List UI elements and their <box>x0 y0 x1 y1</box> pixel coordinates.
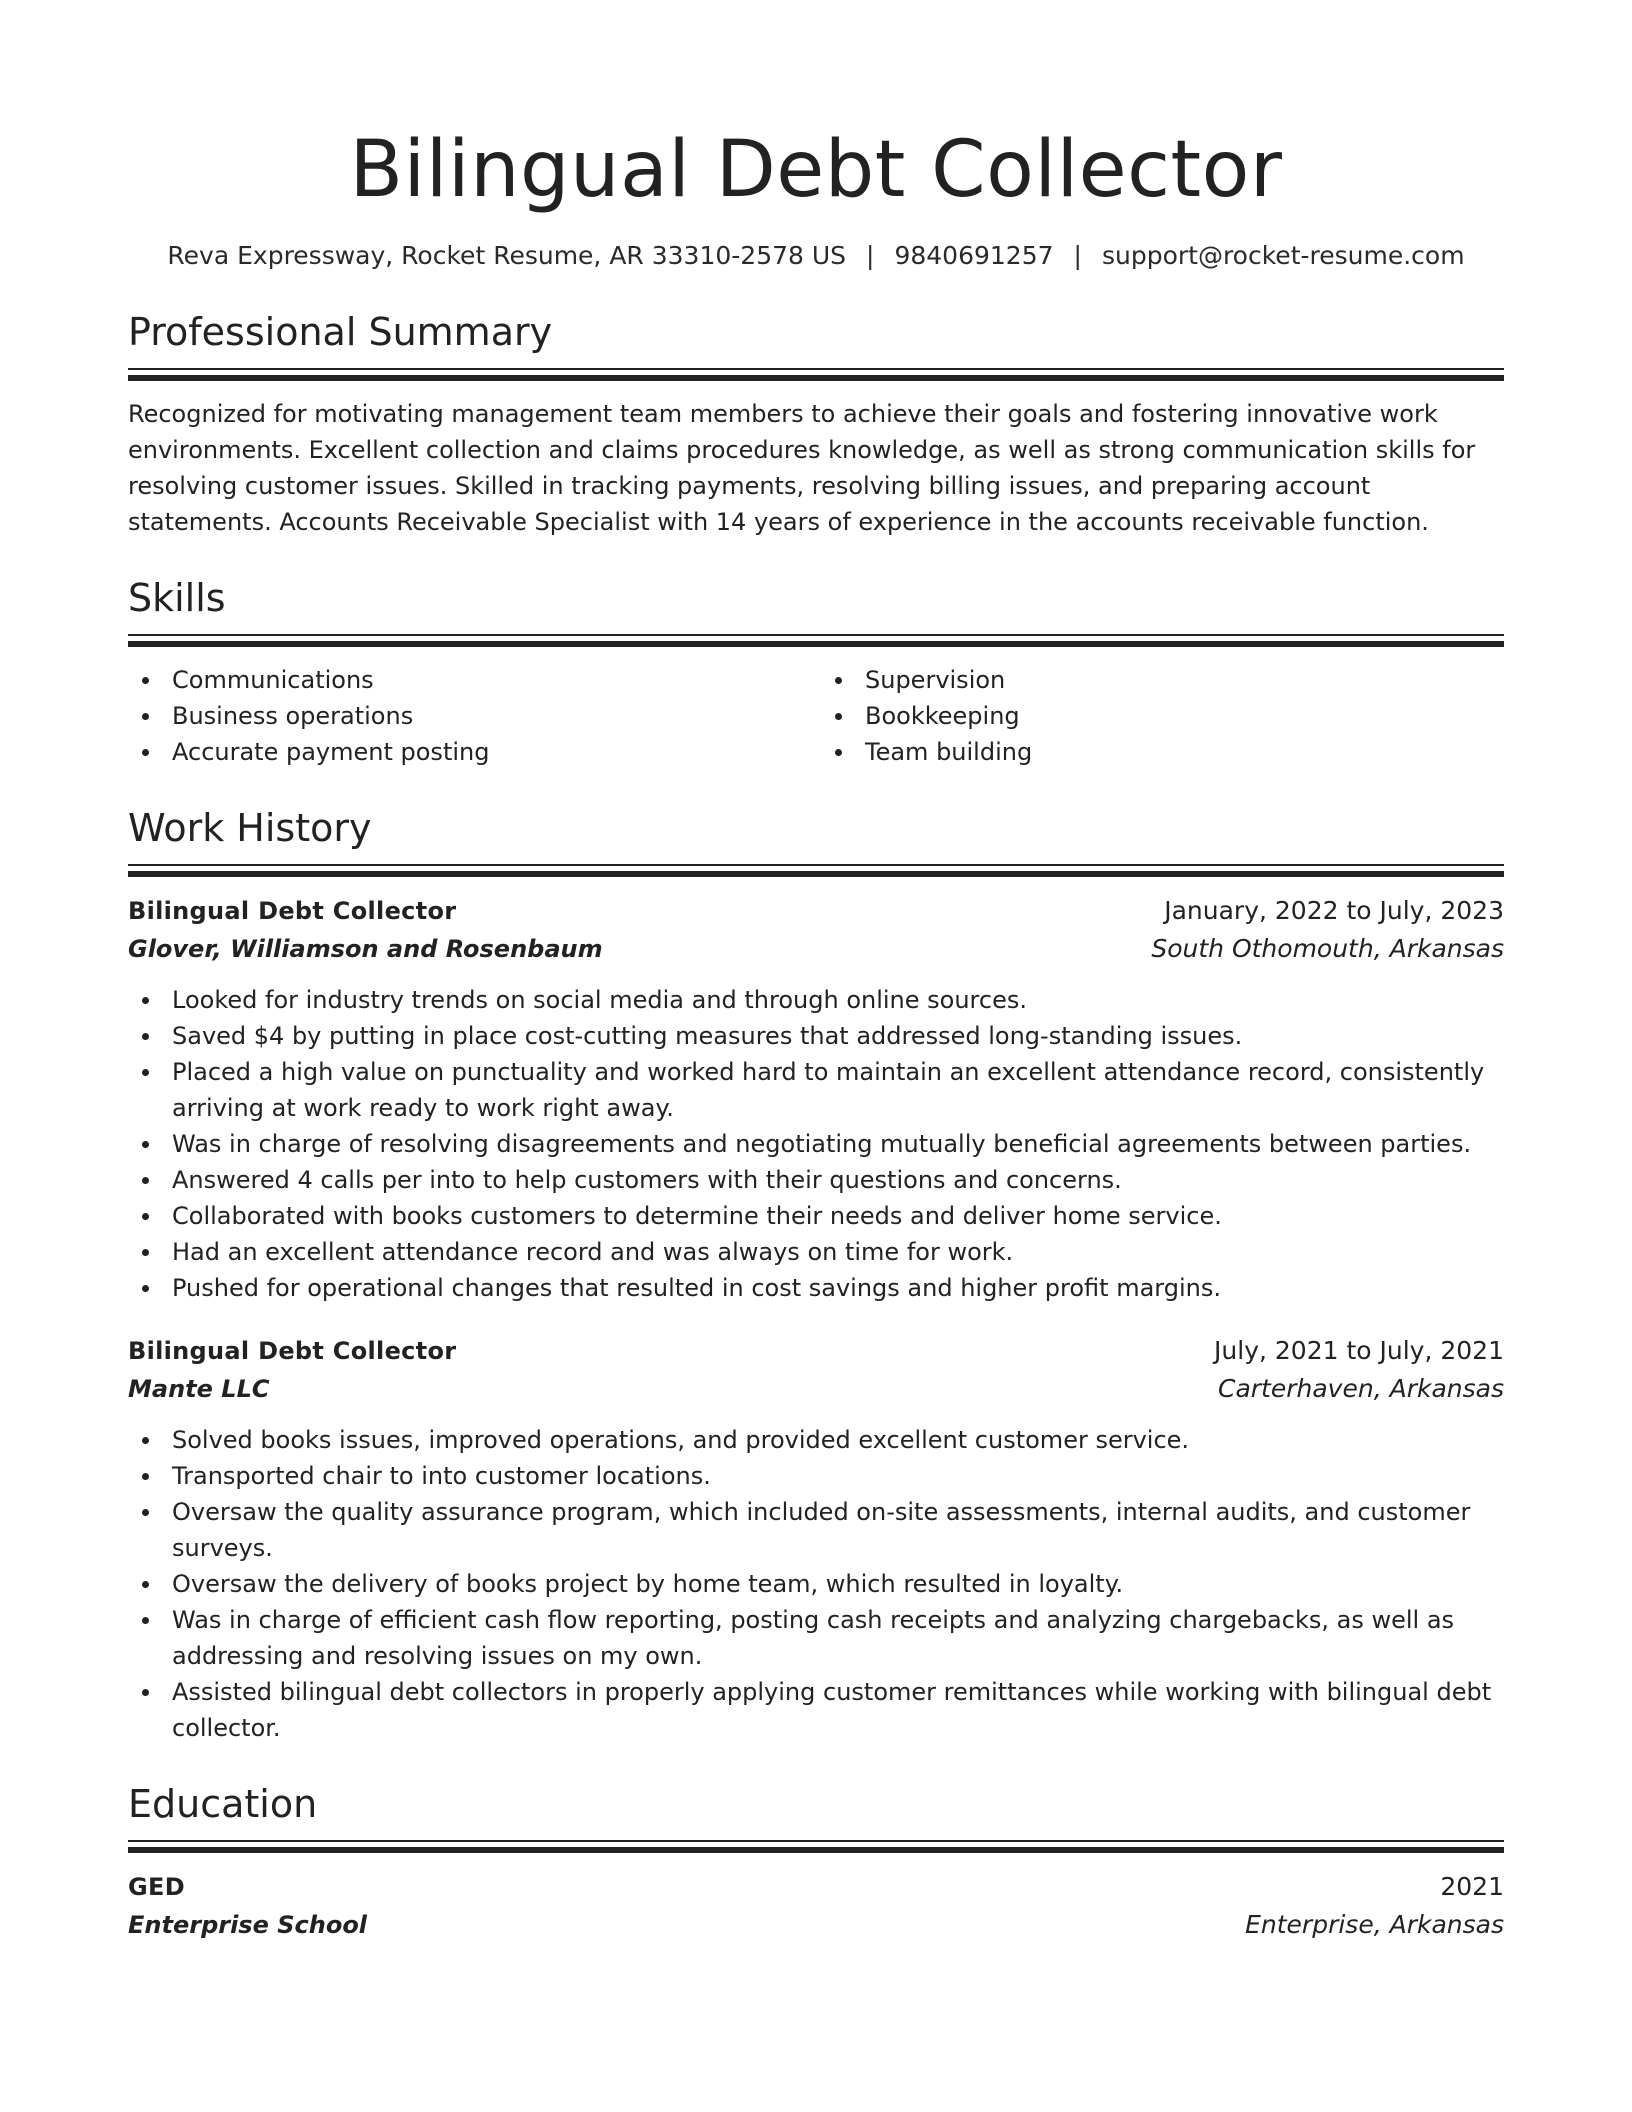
contact-separator: | <box>1073 241 1082 270</box>
job-bullet: Assisted bilingual debt collectors in properly applying customer remittances while working with bilingual debt collector. <box>128 1674 1504 1746</box>
education-school-row <box>128 1906 1504 1944</box>
job-bullet: Was in charge of efficient cash flow reporting, posting cash receipts and analyzing chargebacks, as well as addressing and resolving issues on my own. <box>128 1602 1504 1674</box>
job-dates: July, 2021 to July, 2021 <box>1214 1336 1504 1365</box>
resume-content <box>128 118 1504 1944</box>
contact-phone: 9840691257 <box>894 241 1054 270</box>
education-location: Enterprise, Arkansas <box>1245 1910 1504 1939</box>
job-title: Bilingual Debt Collector <box>128 897 457 925</box>
job-company-row <box>128 930 1504 968</box>
job-bullet: Transported chair to into customer locations. <box>128 1458 1504 1494</box>
job-bullet: Had an excellent attendance record and was always on time for work. <box>128 1234 1504 1270</box>
skill-item: Business operations <box>128 698 811 734</box>
job-entry <box>128 1332 1504 1746</box>
job-bullet: Answered 4 calls per into to help customers with their questions and concerns. <box>128 1162 1504 1198</box>
education-year: 2021 <box>1440 1872 1504 1901</box>
job-location: South Othomouth, Arkansas <box>1151 934 1504 963</box>
summary-section <box>128 308 1504 540</box>
skill-item: Communications <box>128 662 811 698</box>
job-bullet: Solved books issues, improved operations, and provided excellent customer service. <box>128 1422 1504 1458</box>
skills-heading: Skills <box>128 576 226 620</box>
resume-name: Bilingual Debt Collector <box>349 125 1283 215</box>
job-bullet: Was in charge of resolving disagreements and negotiating mutually beneficial agreements between parties. <box>128 1126 1504 1162</box>
job-bullet: Looked for industry trends on social media and through online sources. <box>128 982 1504 1018</box>
education-school: Enterprise School <box>128 1911 368 1939</box>
job-bullet: Collaborated with books customers to determine their needs and deliver home service. <box>128 1198 1504 1234</box>
section-divider <box>128 864 1504 878</box>
education-heading: Education <box>128 1782 318 1826</box>
education-degree: GED <box>128 1873 185 1901</box>
job-dates: January, 2022 to July, 2023 <box>1164 896 1504 925</box>
work-history-heading: Work History <box>128 806 372 850</box>
job-bullet: Saved $4 by putting in place cost-cutting measures that addressed long-standing issues. <box>128 1018 1504 1054</box>
skill-item: Bookkeeping <box>821 698 1504 734</box>
job-company: Mante LLC <box>128 1375 270 1403</box>
skill-item: Supervision <box>821 662 1504 698</box>
section-divider <box>128 368 1504 382</box>
work-history-section <box>128 804 1504 1746</box>
contact-line <box>128 238 1504 274</box>
job-bullet: Oversaw the quality assurance program, which included on-site assessments, internal audits, and customer surveys. <box>128 1494 1504 1566</box>
contact-address: Reva Expressway, Rocket Resume, AR 33310-2578 US <box>167 241 847 270</box>
section-divider <box>128 1840 1504 1854</box>
education-section <box>128 1780 1504 1944</box>
contact-separator: | <box>866 241 875 270</box>
job-entry <box>128 892 1504 1306</box>
job-bullet: Placed a high value on punctuality and worked hard to maintain an excellent attendance record, consistently arriving at work ready to work right away. <box>128 1054 1504 1126</box>
job-bullet: Pushed for operational changes that resulted in cost savings and higher profit margins. <box>128 1270 1504 1306</box>
job-title: Bilingual Debt Collector <box>128 1337 457 1365</box>
job-bullets <box>128 982 1504 1306</box>
section-divider <box>128 634 1504 648</box>
skills-list-right <box>811 662 1504 770</box>
skills-section <box>128 574 1504 770</box>
job-company: Glover, Williamson and Rosenbaum <box>128 935 603 963</box>
job-header-row <box>128 892 1504 930</box>
skills-list-left <box>128 662 811 770</box>
skills-grid <box>128 662 1504 770</box>
summary-text: Recognized for motivating management team members to achieve their goals and fostering innovative work environments. Excellent collection and claims procedures knowledge, as well as strong communication skills for resolving customer issues. Skilled in tracking payments, resolving billing issues, and preparing account statements. Accounts Receivable Specialist with 14 years of experience in the accounts receivable function. <box>128 400 1476 536</box>
education-header-row <box>128 1868 1504 1906</box>
job-location: Carterhaven, Arkansas <box>1218 1374 1504 1403</box>
skill-item: Team building <box>821 734 1504 770</box>
contact-email: support@rocket-resume.com <box>1101 241 1465 270</box>
job-bullets <box>128 1422 1504 1746</box>
summary-heading: Professional Summary <box>128 310 553 354</box>
skill-item: Accurate payment posting <box>128 734 811 770</box>
job-header-row <box>128 1332 1504 1370</box>
job-bullet: Oversaw the delivery of books project by home team, which resulted in loyalty. <box>128 1566 1504 1602</box>
job-company-row <box>128 1370 1504 1408</box>
